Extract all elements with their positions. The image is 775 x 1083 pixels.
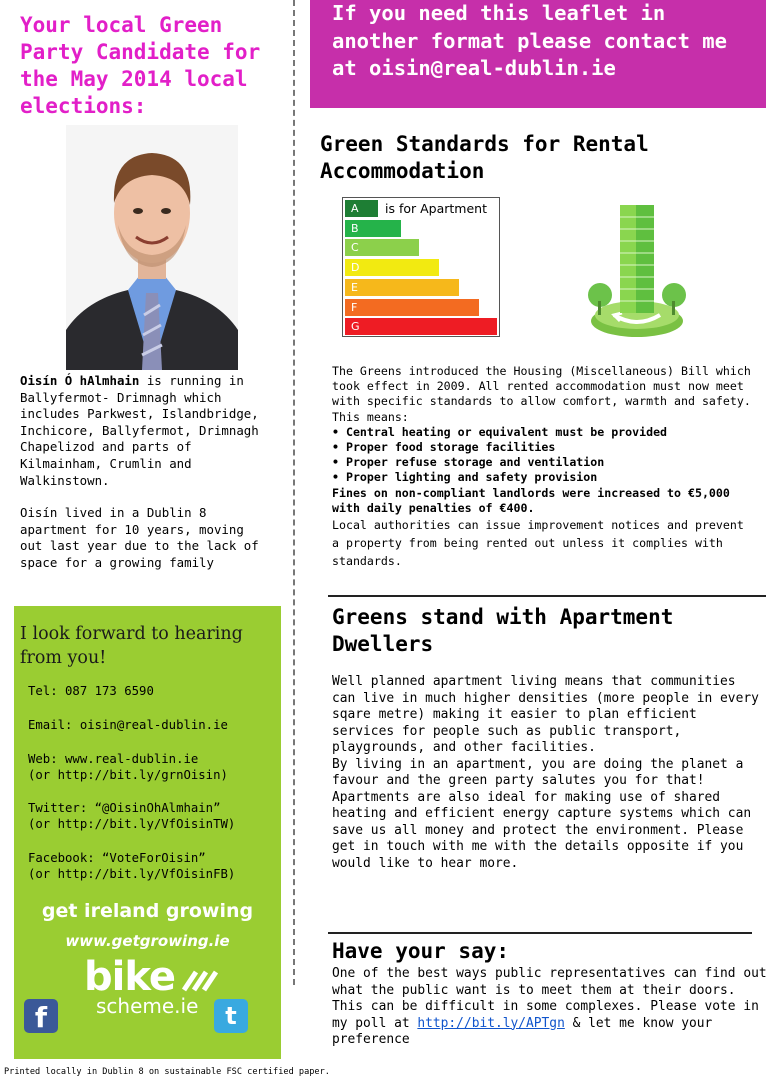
energy-bar-b: B — [345, 220, 401, 237]
print-footer: Printed locally in Dublin 8 on sustainable FSC certified paper. — [4, 1067, 330, 1077]
format-banner-text: If you need this leaflet in another format please contact me at oisin@real-dublin.ie — [332, 1, 727, 80]
apartment-section-title: Greens stand with Apartment Dwellers — [332, 605, 674, 656]
contact-twitter-alt[interactable]: (or http://bit.ly/VfOisinTW) — [28, 817, 236, 831]
contact-email[interactable]: Email: oisin@real-dublin.ie — [28, 718, 228, 732]
energy-bar-e: E — [345, 279, 459, 296]
section-divider — [328, 932, 752, 934]
candidate-heading: Your local Green Party Candidate for the May 2014 local elections: — [20, 13, 261, 118]
facebook-icon[interactable]: f — [24, 999, 58, 1033]
housing-means: This means: — [332, 409, 409, 424]
apartment-paragraph: By living in an apartment, you are doing the planet a favour and the green party salutes you for that! — [332, 756, 744, 788]
energy-rating-label: is for Apartment — [385, 201, 487, 216]
get-growing-url[interactable]: www.getgrowing.ie — [65, 932, 230, 950]
candidate-name: Oisín Ó hAlmhain — [20, 373, 140, 388]
apartment-text — [332, 674, 762, 872]
twitter-icon[interactable]: t — [214, 999, 248, 1033]
candidate-photo — [66, 125, 238, 370]
energy-rating-chart — [342, 197, 500, 337]
housing-local-authorities: Local authorities can issue improvement notices and prevent a property from being rented out unless it complies with standards. — [332, 518, 744, 569]
have-your-say-title: Have your say: — [332, 939, 510, 963]
say-body: One of the best ways public representatives can find out what the public want is to meet them at their doors. This can be difficult in some complexes. Please vote in my poll at — [332, 966, 767, 1031]
housing-intro: The Greens introduced the Housing (Miscellaneous) Bill which took effect in 2009. All rented accommodation must now meet with specific standards to allow comfort, warmth and safety. — [332, 364, 751, 409]
housing-bill-text — [332, 364, 752, 570]
say-after: & let me know your preference — [332, 1015, 713, 1047]
housing-bullet: • Proper lighting and safety provision — [332, 470, 598, 485]
poll-link[interactable]: http://bit.ly/APTgn — [417, 1015, 565, 1031]
energy-bar-a: A — [345, 200, 378, 217]
contact-title: I look forward to hearing from you! — [20, 624, 243, 668]
format-banner — [310, 0, 766, 108]
housing-fines: Fines on non-compliant landlords were increased to €5,000 with daily penalties of €400. — [332, 485, 730, 515]
section-divider — [328, 595, 766, 597]
contact-twitter[interactable]: Twitter: “@OisinOhAlmhain” — [28, 801, 221, 815]
rental-section-title: Green Standards for Rental Accommodation — [320, 132, 649, 183]
bio-text: is running in Ballyfermot- Drimnagh which includes Parkwest, Islandbridge, Inchicore, Ballyfermot, Drimnagh Chapelizod and parts of Kilmainham, Crumlin and Walkinstown. — [20, 373, 259, 488]
energy-bar-f: F — [345, 299, 479, 316]
bike-scheme-logo: bike — [84, 954, 175, 1000]
housing-bullet: • Proper refuse storage and ventilation — [332, 455, 605, 470]
bike-scheme-url[interactable]: scheme.ie — [96, 994, 199, 1018]
contact-tel[interactable]: Tel: 087 173 6590 — [28, 684, 154, 698]
get-growing-slogan: get ireland growing — [41, 900, 254, 922]
bio-apartment-text: Oisín lived in a Dublin 8 apartment for 10 years, moving out last year due to the lack of space for a growing family — [20, 505, 259, 570]
apartment-paragraph: Apartments are also ideal for making use of shared heating and efficient energy capture systems which can save us all money and protect the environment. Please get in touch with me with the details opposite if you would like to hear more. — [332, 789, 752, 871]
contact-web[interactable]: Web: www.real-dublin.ie — [28, 752, 199, 766]
column-divider — [293, 0, 295, 985]
housing-bullet: • Proper food storage facilities — [332, 440, 556, 455]
candidate-bio — [20, 373, 270, 588]
contact-facebook-alt[interactable]: (or http://bit.ly/VfOisinFB) — [28, 867, 236, 881]
green-tower-icon — [582, 183, 692, 343]
contact-panel — [14, 606, 281, 1059]
contact-web-alt[interactable]: (or http://bit.ly/grnOisin) — [28, 768, 228, 782]
contact-facebook[interactable]: Facebook: “VoteForOisin” — [28, 851, 206, 865]
energy-bar-c: C — [345, 239, 419, 256]
apartment-paragraph: Well planned apartment living means that communities can live in much higher densities (more people in every sqare metre) making it easier to plan efficient services for people such as public transport, playgrounds, and other facilities. — [332, 674, 759, 755]
have-your-say-text — [332, 966, 772, 1049]
energy-bar-g: G — [345, 318, 497, 335]
energy-bar-d: D — [345, 259, 439, 276]
housing-bullet: • Central heating or equivalent must be provided — [332, 424, 668, 439]
